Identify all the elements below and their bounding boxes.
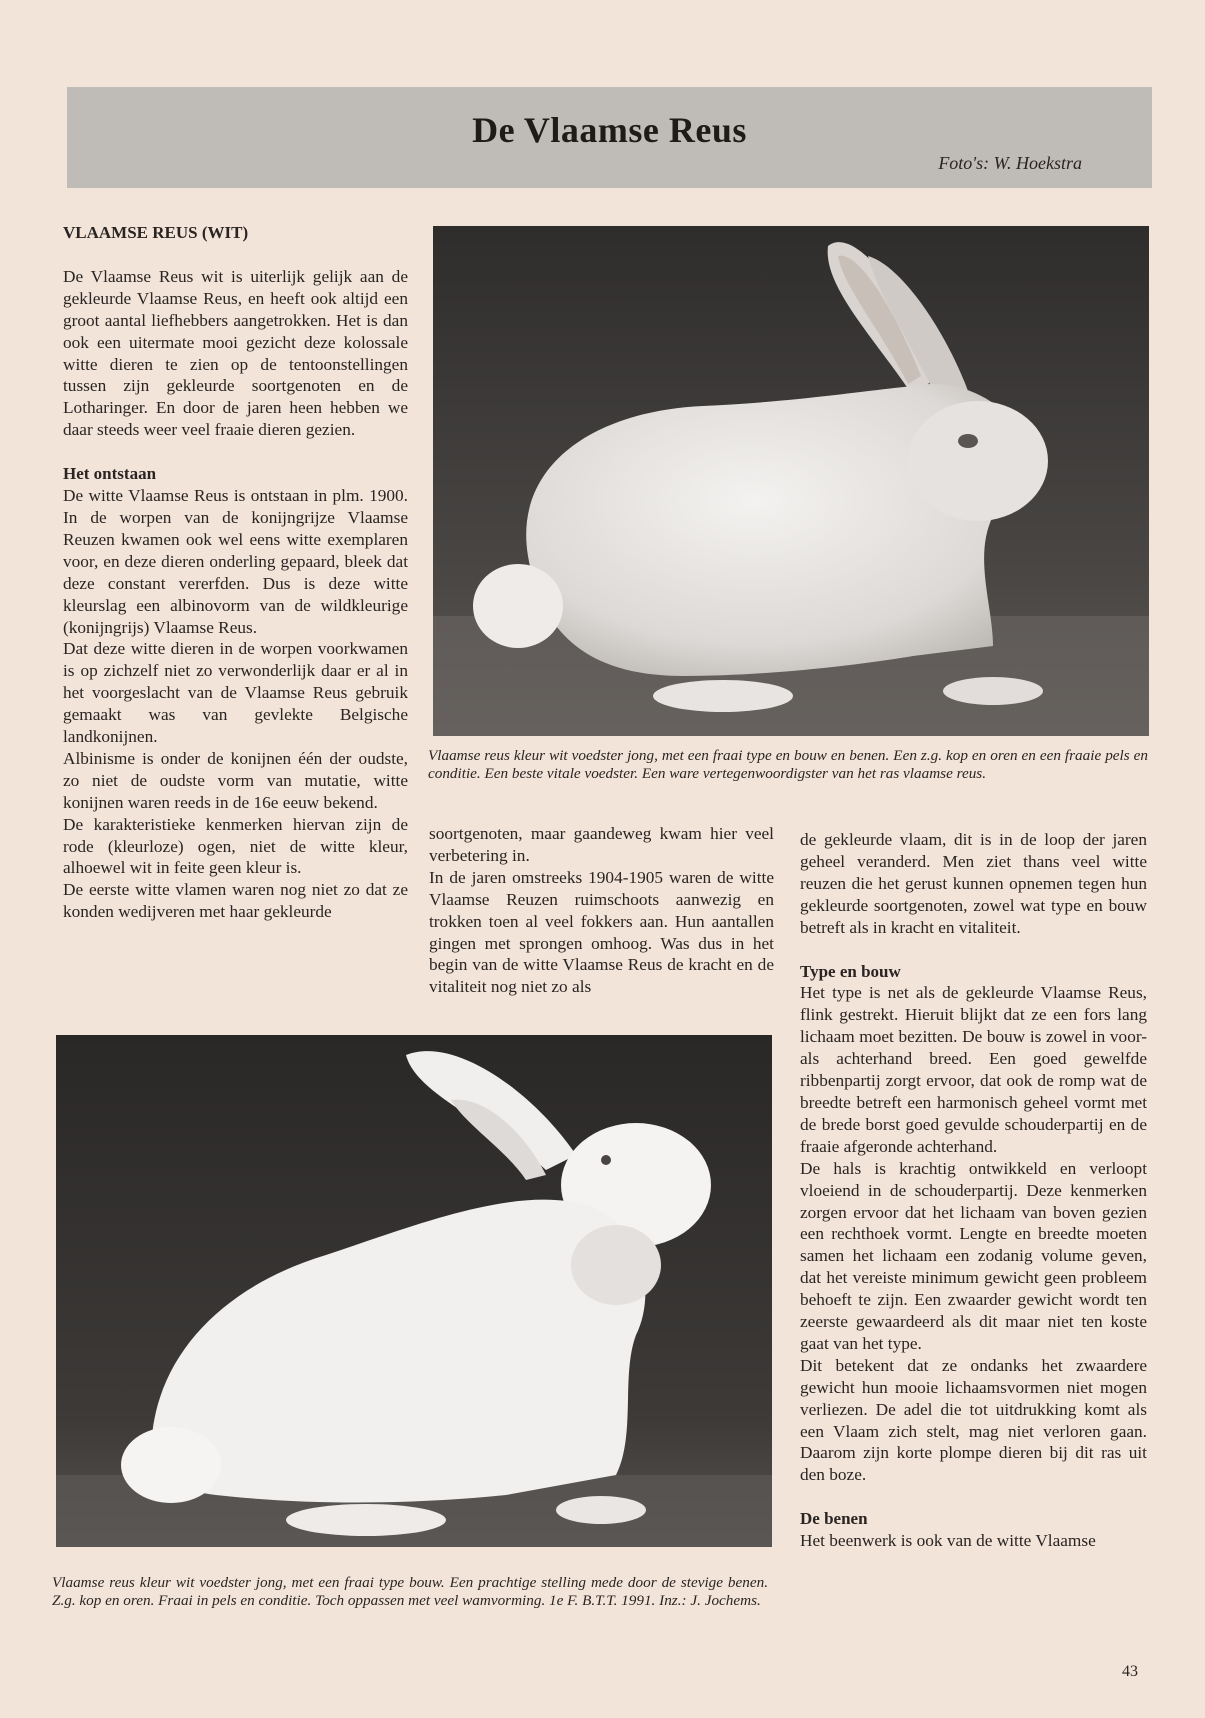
column-middle — [429, 823, 774, 998]
paragraph: Het type is net als de gekleurde Vlaamse Reus, flink gestrekt. Hieruit blijkt dat ze een fors lang lichaam moet bezitten. De bouw is zowel in voor- als achterhand breed. Een goed gewelfde ribbenpartij zorgt ervoor, dat ook de romp wat de breedte betreft een harmonisch geheel vormt met de brede borst goed gevulde schouderpartij en de fraaie afgeronde achterhand. — [800, 983, 1147, 1156]
heading-type: Type en bouw — [800, 961, 901, 981]
paragraph: Dat deze witte dieren in de worpen voorkwamen is op zichzelf niet zo verwonderlijk daar er al in het voorgeslacht van de Vlaamse Reus gebruik gemaakt was van gevlekte Belgische landkonijnen. — [63, 639, 408, 747]
paragraph: De karakteristieke kenmerken hiervan zijn de rode (kleurloze) ogen, niet de witte kleur, alhoewel wit in feite geen kleur is. — [63, 814, 408, 878]
photo-caption-top: Vlaamse reus kleur wit voedster jong, met een fraai type en bouw en benen. Een z.g. kop en oren en een fraaie pels en conditie. Een beste vitale voedster. Een ware vertegenwoordigster van het ras vlaamse reus. — [428, 747, 1148, 782]
rabbit-photo-top — [433, 226, 1149, 736]
title-banner — [67, 87, 1152, 188]
heading-legs: De benen — [800, 1509, 868, 1529]
paragraph: De eerste witte vlamen waren nog niet zo dat ze konden wedijveren met haar gekleurde — [63, 880, 408, 922]
column-right — [800, 829, 1147, 1552]
paragraph: De hals is krachtig ontwikkeld en verloopt vloeiend in de schouderpartij. Deze kenmerken zorgen ervoor dat het lichaam van boven gezien een rechthoek vormt. Lengte en breedte moeten samen het lichaam een zodanig volume geven, dat het vereiste minimum gewicht geen probleem behoeft te zijn. Een zwaarder gewicht wordt ten zeerste gewaardeerd als dit maar niet ten koste gaat van het type. — [800, 1158, 1147, 1353]
paragraph: soortgenoten, maar gaandeweg kwam hier veel verbetering in. — [429, 824, 774, 865]
page-number: 43 — [1122, 1663, 1138, 1680]
section-title: VLAAMSE REUS (WIT) — [63, 223, 249, 242]
paragraph: In de jaren omstreeks 1904-1905 waren de witte Vlaamse Reuzen ruimschoots aanwezig en trokken toen al veel fokkers aan. Hun aantallen gingen met sprongen omhoog. Was dus in het begin van de witte Vlaamse Reus de kracht en de vitaliteit nog niet zo als — [429, 867, 774, 997]
photo-caption-bottom: Vlaamse reus kleur wit voedster jong, met een fraai type bouw. Een prachtige stelling mede door de stevige benen. Z.g. kop en oren. Fraai in pels en conditie. Toch oppassen met veel wamvorming. 1e F. B.T.T. 1991. Inz.: J. Jochems. — [52, 1574, 768, 1609]
paragraph: de gekleurde vlaam, dit is in de loop der jaren geheel veranderd. Men ziet thans veel witte reuzen die het gerust kunnen opnemen tegen hun gekleurde soortgenoten, zowel wat type en bouw betreft als in kracht en vitaliteit. — [800, 830, 1147, 937]
paragraph: Het beenwerk is ook van de witte Vlaamse — [800, 1531, 1096, 1551]
paragraph: De witte Vlaamse Reus is ontstaan in plm. 1900. In de worpen van de konijngrijze Vlaamse Reuzen kwamen ook wel eens witte exemplaren voor, en deze dieren onderling gepaard, bleek dat deze constant vererfden. Dus is deze witte kleurslag een albinovorm van de wildkleurige (konijngrijs) Vlaamse Reus. — [63, 486, 408, 637]
paragraph: Albinisme is onder de konijnen één der oudste, zo niet de oudste vorm van mutatie, witte konijnen waren reeds in de 16e eeuw bekend. — [63, 748, 408, 812]
rabbit-photo-bottom — [56, 1035, 772, 1547]
page-title: De Vlaamse Reus — [472, 110, 747, 150]
intro-paragraph: De Vlaamse Reus wit is uiterlijk gelijk aan de gekleurde Vlaamse Reus, en heeft ook altijd een groot aantal liefhebbers aangetrokken. Het is dan ook een uitermate mooi gezicht deze kolossale witte dieren te zien op de tentoonstellingen tussen zijn gekleurde soortgenoten en de Lotharinger. En door de jaren heen hebben we daar steeds weer veel fraaie dieren gezien. — [63, 266, 408, 440]
photo-credit: Foto's: W. Hoekstra — [938, 153, 1082, 173]
column-left — [63, 222, 408, 923]
rabbit-illustration-top — [433, 226, 1149, 736]
heading-origin: Het ontstaan — [63, 464, 157, 484]
rabbit-illustration-bottom — [56, 1035, 772, 1547]
paragraph: Dit betekent dat ze ondanks het zwaardere gewicht hun mooie lichaamsvormen niet mogen verliezen. De adel die tot uitdrukking komt als een Vlaam zich stelt, mag niet verloren gaan. Daarom zijn korte plompe dieren bij dit ras uit den boze. — [800, 1355, 1147, 1485]
